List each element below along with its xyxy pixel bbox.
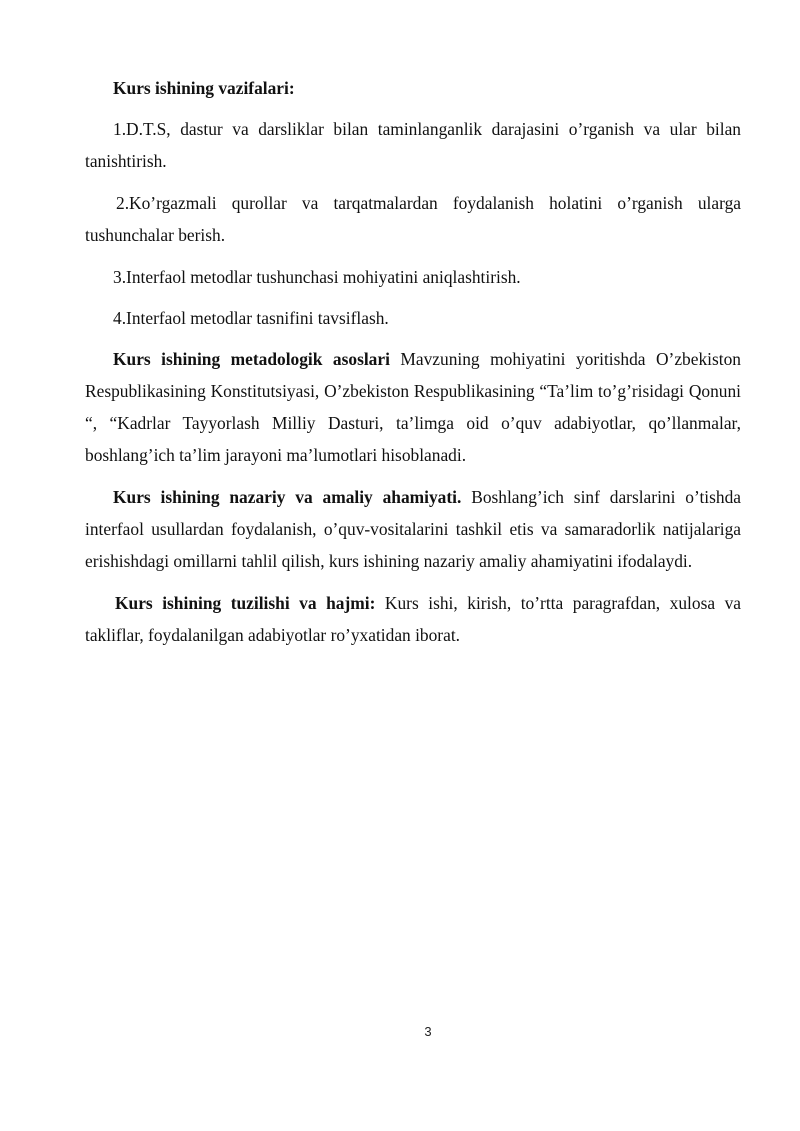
- methodology-paragraph: [85, 343, 741, 471]
- tasks-heading: Kurs ishining vazifalari:: [113, 78, 295, 98]
- methodology-text: Mavzuning mohiyatini yoritishda O’zbekiston Respublikasining Konstitutsiyasi, O’zbekiston Respublikasining “Ta’lim to’g’risidagi Qonuni “, “Kadrlar Tayyorlash Milliy Dasturi, ta’limga oid o’quv adabiyotlar, qo’llanmalar, boshlang’ich ta’lim jarayoni ma’lumotlari hisoblanadi.: [85, 349, 741, 465]
- task-1: 1.D.T.S, dastur va darsliklar bilan taminlanganlik darajasini o’rganish va ular bilan tanishtirish.: [85, 119, 741, 171]
- document-page: [85, 72, 741, 661]
- structure-title: Kurs ishining tuzilishi va hajmi:: [115, 593, 376, 613]
- task-3: 3.Interfaol metodlar tushunchasi mohiyatini aniqlashtirish.: [113, 267, 521, 287]
- methodology-title: Kurs ishining metadologik asoslari: [113, 349, 390, 369]
- task-2: 2.Ko’rgazmali qurollar va tarqatmalardan foydalanish holatini o’rganish ularga tushunchalar berish.: [85, 193, 741, 245]
- significance-paragraph: [85, 481, 741, 577]
- page-number: 3: [424, 1024, 432, 1039]
- task-4: 4.Interfaol metodlar tasnifini tavsiflash.: [113, 308, 389, 328]
- structure-text: Kurs ishi, kirish, to’rtta paragrafdan, xulosa va takliflar, foydalanilgan adabiyotlar ro’yxatidan iborat.: [85, 593, 741, 645]
- significance-text: Boshlang’ich sinf darslarini o’tishda interfaol usullardan foydalanish, o’quv-vositalarini tashkil etis va samaradorlik natijalariga erishishdagi omillarni tahlil qilish, kurs ishining nazariy amaliy ahamiyatini ifodalaydi.: [85, 487, 741, 571]
- structure-paragraph: [85, 587, 741, 651]
- significance-title: Kurs ishining nazariy va amaliy ahamiyati.: [113, 487, 462, 507]
